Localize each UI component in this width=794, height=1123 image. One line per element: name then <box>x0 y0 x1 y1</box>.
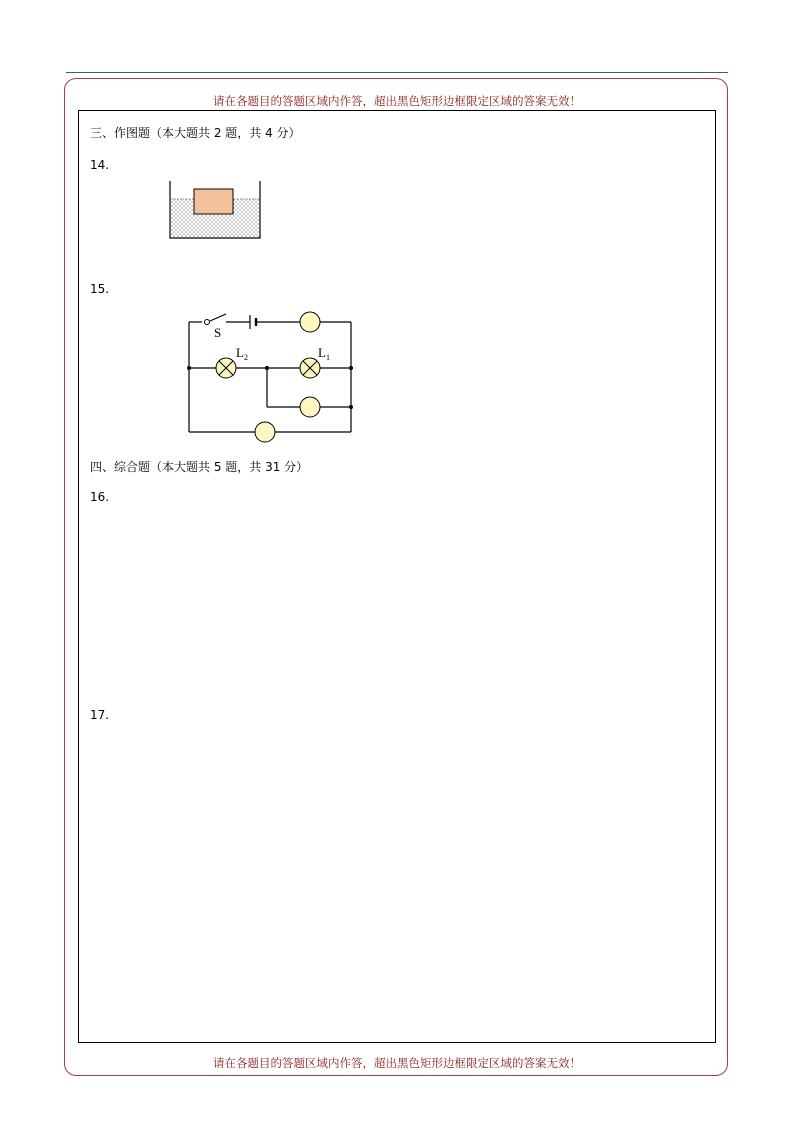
empty-socket-top <box>300 312 320 332</box>
footer-notice-text: 请在各题目的答题区域内作答，超出黑色矩形边框限定区域的答案无效！ <box>207 1056 587 1070</box>
lamp-l2 <box>216 358 236 378</box>
empty-socket-middle <box>300 397 320 417</box>
switch-label: S <box>214 325 222 340</box>
lamp-l1-label: $L_1$ <box>318 345 330 362</box>
footer-notice <box>0 1055 794 1071</box>
answer-area-frame <box>78 110 716 1043</box>
section-title-drawing: 三、作图题（本大题共 2 题，共 4 分） <box>90 126 301 140</box>
empty-socket-bottom <box>255 422 275 442</box>
lamp-l2-label: $L_2$ <box>236 345 248 362</box>
question-number-15: 15. <box>90 282 110 296</box>
switch-terminal <box>205 320 210 325</box>
question-number-16: 16. <box>90 490 110 504</box>
junction-dot <box>265 366 269 370</box>
circuit-diagram-figure <box>180 305 360 450</box>
top-rule <box>66 72 728 73</box>
question-number-14: 14. <box>90 158 110 172</box>
header-notice <box>0 93 794 109</box>
junction-dot <box>349 366 353 370</box>
junction-dot <box>349 405 353 409</box>
section-title-comprehensive: 四、综合题（本大题共 5 题，共 31 分） <box>90 460 309 474</box>
switch-blade <box>210 314 226 321</box>
lamp-l1 <box>300 358 320 378</box>
header-notice-text: 请在各题目的答题区域内作答，超出黑色矩形边框限定区域的答案无效！ <box>207 94 587 108</box>
junction-dot <box>187 366 191 370</box>
container-block-figure <box>165 175 265 243</box>
floating-block <box>194 189 233 214</box>
question-number-17: 17. <box>90 708 110 722</box>
